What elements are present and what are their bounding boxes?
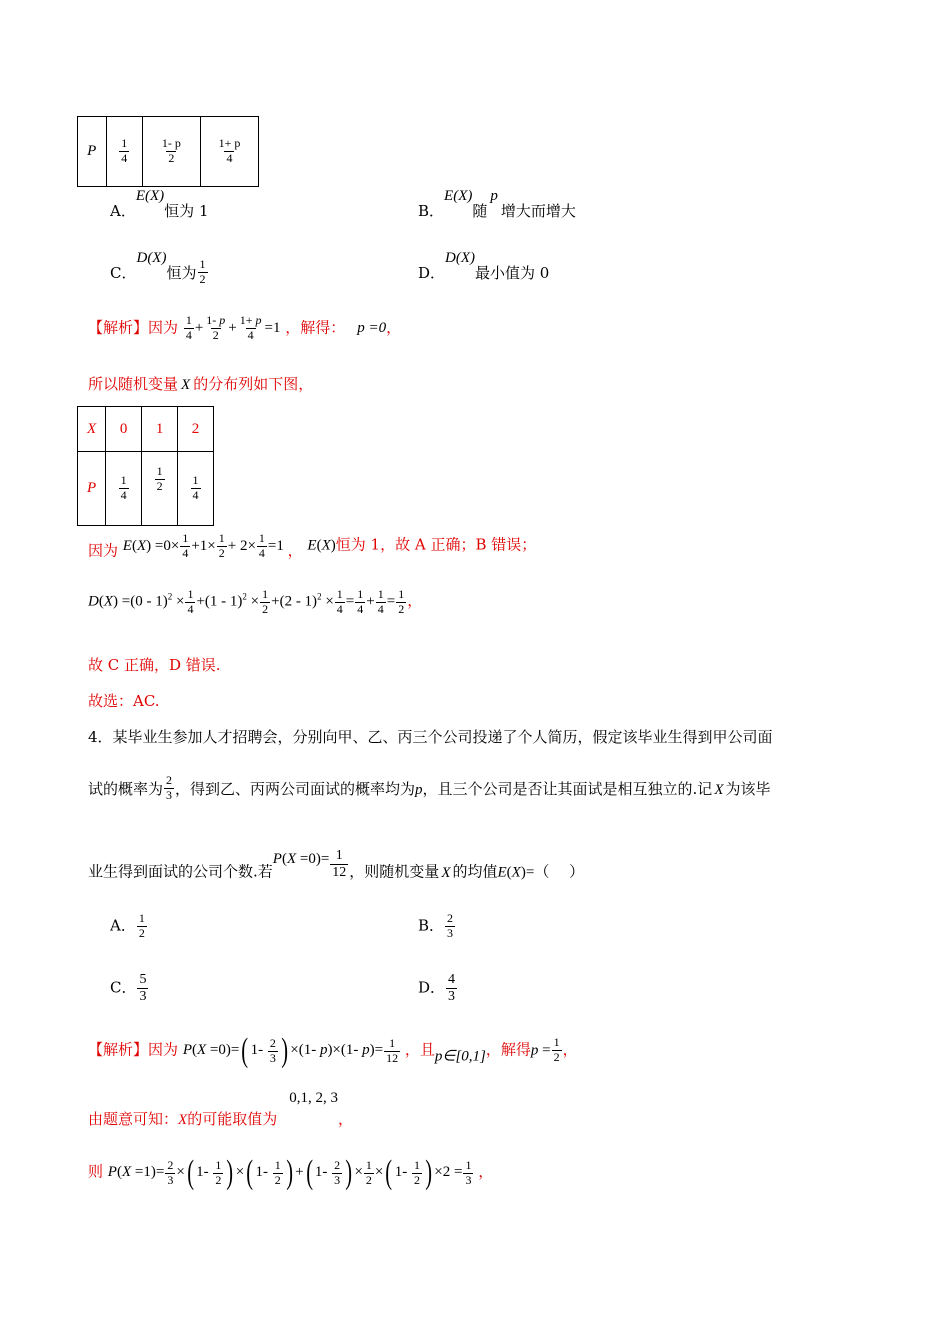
q4-option-a: A． $\frac{1}{2}$ — [110, 911, 145, 940]
analysis-tag: 【解析】 — [88, 1040, 149, 1059]
option-b: B．E(X)随p增大而增大 — [418, 188, 576, 220]
solution4-line-3: 则 P(X =1)= $\frac{2}{3}$ ×( 1- $\frac{1}{2}$ ) ×( 1- $\frac{1}{2}$ ) +( 1- $\frac{2}{3}$ ) × $\frac{1}{2}$ ×( 1- $\frac{1}{2}$ ) ×2 = $\frac{1}{3}$ ， — [88, 1154, 494, 1191]
option-a: A．E(X)恒为 1 — [110, 188, 209, 220]
distribution-table-p — [77, 116, 259, 187]
option-c: C．D(X)恒为 $\frac{1}{2}$ — [110, 250, 206, 286]
q4-option-c: C． $\frac{5}{3}$ — [110, 972, 147, 1005]
table-cell: $\frac{1}{2}$ — [142, 452, 178, 526]
solution-line-6: 故选：AC. — [88, 692, 160, 710]
q4-option-b: B． $\frac{2}{3}$ — [418, 911, 454, 940]
table-cell: $\frac{1}{4}$ — [106, 452, 142, 526]
table-label-cell: P — [78, 452, 106, 526]
analysis-tag: 【解析】 — [88, 318, 149, 337]
variance-formula: D(X) =(0 - 1)$^2$ × $\frac{1}{4}$ +(1 - 1)$^2$ × $\frac{1}{2}$ +(2 - 1)$^2$ × $\frac{1}{4}$ = $\frac{1}{4}$ + $\frac{1}{4}$ = $\frac{1}{2}$ ， — [88, 587, 423, 616]
solution4-line-2: 由题意可知：X的可能取值为0,1, 2, 3， — [88, 1090, 353, 1128]
table-cell: 2 — [178, 407, 214, 452]
question-4-line-2: 试的概率为 $\frac{2}{3}$ ，得到乙、丙两公司面试的概率均为p，且三个公司是否让其面试是相互独立的.记 X 为该毕 — [88, 773, 771, 802]
solution-line-1: 【解析】因为 $\frac{1}{4}$ + $\frac{1- p}{2}$ + $\frac{1+ p}{4}$ =1 ，解得： p =0， — [88, 313, 402, 342]
probability-formula: P(X =0)=( 1- $\frac{2}{3}$ ) ×(1- p)×(1- p)= $\frac{1}{12}$ — [182, 1032, 399, 1069]
option-d: D．D(X)最小值为 0 — [418, 250, 550, 282]
table-cell: 1 — [142, 407, 178, 452]
table-label-cell: X — [78, 407, 106, 452]
question-4-line-1: 4．某毕业生参加人才招聘会，分别向甲、乙、丙三个公司投递了个人简历，假定该毕业生得到甲公司面 — [88, 728, 773, 746]
solution-line-2: 所以随机变量 X 的分布列如下图， — [88, 375, 314, 393]
distribution-table-x — [77, 406, 214, 526]
table-label-cell: P — [78, 117, 107, 187]
table-cell: 0 — [106, 407, 142, 452]
table-cell: $\frac{1+ p}{4}$ — [200, 117, 258, 187]
question-4-line-3: 业生得到面试的公司个数.若P(X =0)= $\frac{1}{12}$ ，则随机变量 X 的均值E(X)=（ ） — [88, 848, 585, 881]
expectation-formula: E(X) =0× $\frac{1}{4}$ +1× $\frac{1}{2}$ + 2× $\frac{1}{4}$ =1 — [122, 531, 288, 560]
solution-line-3: 因为 E(X) =0× $\frac{1}{4}$ +1× $\frac{1}{2}$ + 2× $\frac{1}{4}$ =1 ， E(X)恒为 1，故 A 正确；B 错误； — [88, 531, 537, 560]
q4-option-d: D． $\frac{4}{3}$ — [418, 972, 456, 1005]
solution4-line-1: 【解析】因为 P(X =0)=( 1- $\frac{2}{3}$ ) ×(1- p)×(1- p)= $\frac{1}{12}$ ，且p∈[0,1]，解得p = $\frac{1}{2}$ ， — [88, 1032, 578, 1069]
probability-x1-formula: P(X =1)= $\frac{2}{3}$ ×( 1- $\frac{1}{2}$ ) ×( 1- $\frac{1}{2}$ ) +( 1- $\frac{2}{3}$ ) × $\frac{1}{2}$ ×( 1- $\frac{1}{2}$ ) ×2 = $\frac{1}{3}$ — [107, 1154, 472, 1191]
table-cell: $\frac{1- p}{2}$ — [142, 117, 200, 187]
table-cell: $\frac{1}{4}$ — [106, 117, 142, 187]
table-cell: $\frac{1}{4}$ — [178, 452, 214, 526]
question-number: 4． — [88, 728, 113, 746]
solution-line-5: 故 C 正确，D 错误. — [88, 656, 221, 674]
